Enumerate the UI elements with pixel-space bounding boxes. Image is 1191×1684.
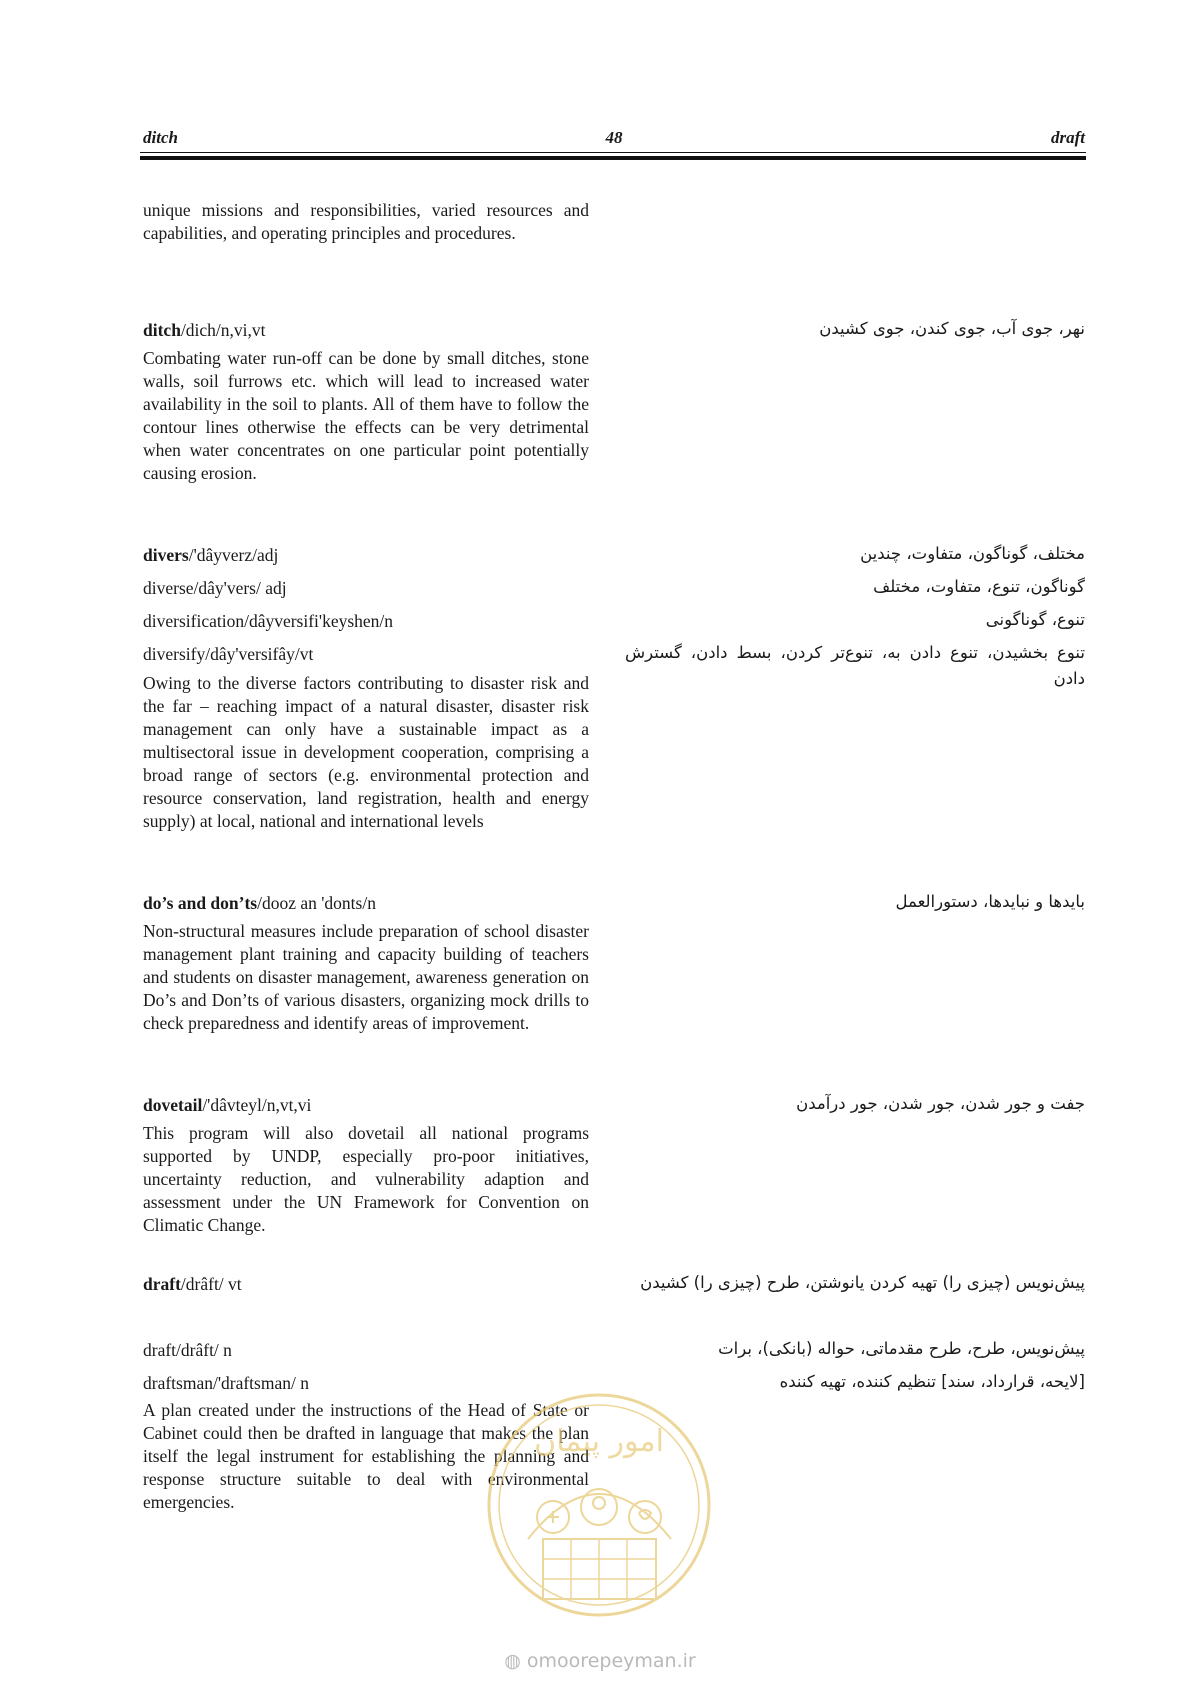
watermark-seal-logo — [483, 1389, 716, 1622]
example-dos-and-donts: Non-structural measures include preparation of school disaster management plant training and capacity building of teachers and students on disaster management, awareness generation on Do’s and Don’ts of various disasters, organizing mock drills to check preparedness and identify areas of improvement. — [143, 921, 589, 1033]
headword: do’s and don’ts — [143, 893, 258, 913]
header-left-guide-word: ditch — [143, 128, 178, 147]
translation-ditch: نهر، جوی آب، جوی کندن، جوی کشیدن — [819, 319, 1085, 338]
watermark-website — [480, 1650, 720, 1672]
entry-headline-ditch — [143, 319, 589, 342]
pronunciation: /'dâvteyl/n,vt,vi — [202, 1095, 312, 1115]
header-rule-thick — [140, 156, 1086, 160]
translation-diverse: گوناگون، تنوع، متفاوت، مختلف — [873, 577, 1085, 596]
page-number: 48 — [605, 128, 623, 147]
translation-draft: پیش‌نویس (چیزی را) تهیه کردن یانوشتن، طرح (چیزی را) کشیدن — [640, 1273, 1085, 1292]
example-dovetail: This program will also dovetail all national programs supported by UNDP, especially pro-poor initiatives, uncertainty reduction, and vulnerability adaption and assessment under the UN Framework for Convention on Climatic Change. — [143, 1123, 589, 1235]
pronunciation: /'dâyverz/adj — [188, 545, 279, 565]
example-draft: A plan created under the instructions of the Head of State or Cabinet could then be drafted in language that makes the plan itself the legal instrument for establishing the planning and response structure suitable to deal with environmental emergencies. — [143, 1400, 589, 1512]
translation-dos-and-donts: بایدها و نبایدها، دستورالعمل — [895, 892, 1085, 911]
pronunciation: /dich/n,vi,vt — [180, 320, 266, 340]
example-ditch: Combating water run-off can be done by small ditches, stone walls, soil furrows etc. which will lead to increased water availability in the soil to plants. All of them have to follow the contour lines otherwise the effects can be very detrimental when water concentrates on one particular point potentially causing erosion. — [143, 348, 589, 483]
translation-draftsman: [لایحه، قرارداد، سند] تنظیم کننده، تهیه کننده — [779, 1372, 1085, 1391]
entry-headline-dos-and-donts — [143, 892, 589, 915]
subentry-draft-noun: draft/drâft/ n — [143, 1340, 232, 1360]
entry-headline-draft — [143, 1273, 589, 1296]
subentry-draftsman: draftsman/'draftsman/ n — [143, 1373, 309, 1393]
translation-draft-noun: پیش‌نویس، طرح، طرح مقدماتی، حواله (بانکی)، برات — [718, 1339, 1085, 1358]
subentry-diversification: diversification/dâyversifi'keyshen/n — [143, 611, 394, 631]
watermark-url: omoorepeyman.ir — [526, 1650, 696, 1672]
pronunciation: /dooz an 'donts/n — [257, 893, 376, 913]
running-header — [143, 128, 1085, 150]
continuation-paragraph: unique missions and responsibilities, varied resources and capabilities, and operating principles and procedures. — [143, 200, 589, 243]
headword: dovetail — [143, 1095, 203, 1115]
example-divers: Owing to the diverse factors contributing to disaster risk and the far – reaching impact of a natural disaster, disaster risk management can only have a sustainable impact as a multisectoral issue in development cooperation, comprising a broad range of sectors (e.g. environmental protection and resource conservation, land registration, health and energy supply) at local, national and international levels — [143, 673, 589, 831]
header-rule-thin — [140, 152, 1086, 153]
translation-diversification: تنوع، گوناگونی — [985, 610, 1085, 629]
headword: ditch — [143, 320, 181, 340]
translation-divers: مختلف، گوناگون، متفاوت، چندین — [860, 544, 1085, 563]
translation-dovetail: جفت و جور شدن، جور شدن، جور درآمدن — [796, 1094, 1085, 1113]
subentry-diversify: diversify/dây'versifây/vt — [143, 644, 314, 664]
header-right-guide-word: draft — [1051, 128, 1085, 147]
translation-diversify: تنوع بخشیدن، تنوع دادن به، تنوع‌تر کردن، بسط دادن، گسترش دادن — [625, 643, 1085, 688]
subentry-diverse: diverse/dây'vers/ adj — [143, 578, 287, 598]
headword: divers — [143, 545, 189, 565]
watermark-globe-icon: ◍ — [504, 1650, 521, 1672]
entry-headline-divers — [143, 544, 589, 567]
entry-headline-dovetail — [143, 1094, 589, 1117]
headword: draft — [143, 1274, 181, 1294]
pronunciation: /drâft/ vt — [180, 1274, 242, 1294]
seal-lettering: امور پیمان — [534, 1424, 664, 1459]
